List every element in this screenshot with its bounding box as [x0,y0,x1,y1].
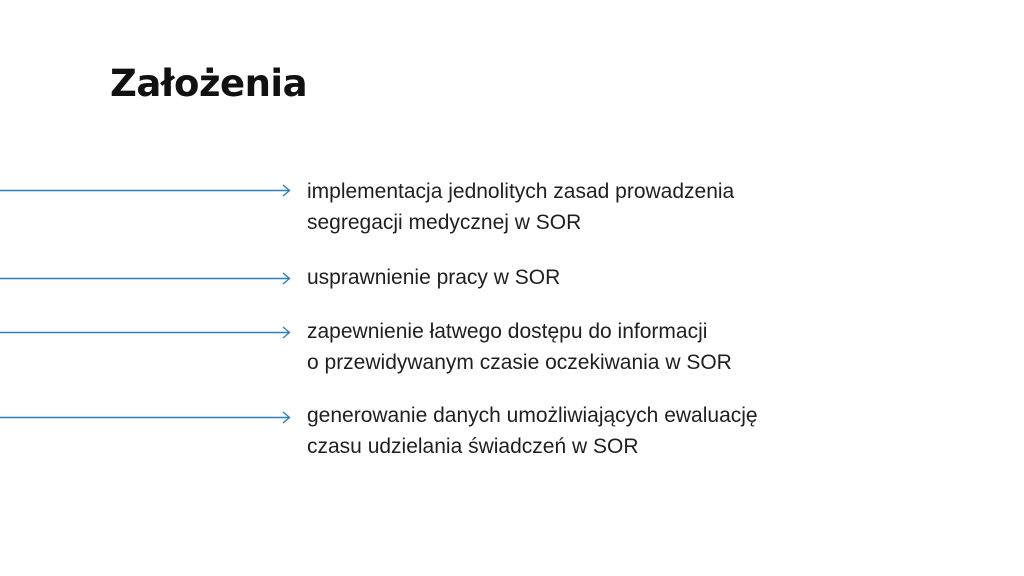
bullet-line: o przewidywanym czasie oczekiwania w SOR [307,351,732,374]
bullet-text [307,400,758,462]
bullet-line: generowanie danych umożliwiających ewaluację [307,404,758,427]
arrow-line-icon [0,262,300,293]
bullet-line: czasu udzielania świadczeń w SOR [307,435,639,458]
slide-title: Założenia [110,62,308,105]
arrow-line-icon [0,176,300,207]
bullet-line: implementacja jednolitych zasad prowadzenia [307,180,735,203]
arrow-line-icon [0,400,300,431]
bullet-line: usprawnienie pracy w SOR [307,266,561,289]
bullet-text [307,176,734,238]
bullet-text [307,316,732,378]
bullet-line: segregacji medycznej w SOR [307,211,582,234]
bullet-line: zapewnienie łatwego dostępu do informacji [307,320,708,343]
bullet-text [307,262,560,293]
arrow-line-icon [0,316,300,347]
